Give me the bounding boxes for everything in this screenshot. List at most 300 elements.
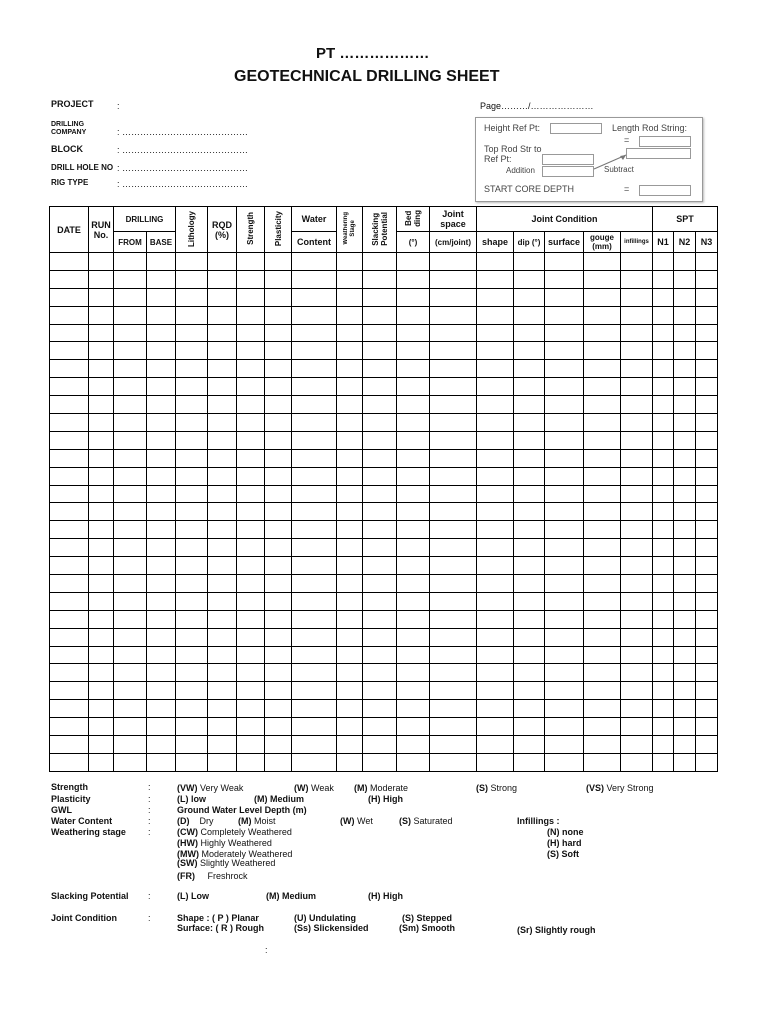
- table-cell[interactable]: [208, 360, 237, 378]
- table-cell[interactable]: [176, 449, 208, 467]
- table-cell[interactable]: [363, 700, 397, 718]
- table-cell[interactable]: [545, 431, 584, 449]
- table-cell[interactable]: [265, 592, 292, 610]
- table-cell[interactable]: [674, 610, 696, 628]
- table-cell[interactable]: [621, 306, 653, 324]
- table-cell[interactable]: [50, 575, 89, 593]
- table-cell[interactable]: [89, 592, 114, 610]
- table-cell[interactable]: [621, 753, 653, 771]
- table-cell[interactable]: [89, 521, 114, 539]
- table-cell[interactable]: [89, 342, 114, 360]
- table-cell[interactable]: [545, 628, 584, 646]
- table-cell[interactable]: [584, 270, 621, 288]
- table-cell[interactable]: [292, 414, 337, 432]
- table-cell[interactable]: [176, 253, 208, 271]
- table-cell[interactable]: [674, 753, 696, 771]
- table-cell[interactable]: [696, 270, 718, 288]
- table-cell[interactable]: [337, 396, 363, 414]
- table-cell[interactable]: [696, 539, 718, 557]
- table-cell[interactable]: [621, 396, 653, 414]
- table-cell[interactable]: [397, 306, 430, 324]
- table-cell[interactable]: [208, 467, 237, 485]
- table-cell[interactable]: [50, 288, 89, 306]
- table-cell[interactable]: [653, 467, 674, 485]
- table-cell[interactable]: [477, 467, 514, 485]
- table-cell[interactable]: [397, 378, 430, 396]
- table-cell[interactable]: [114, 753, 147, 771]
- table-cell[interactable]: [430, 467, 477, 485]
- table-cell[interactable]: [337, 610, 363, 628]
- table-cell[interactable]: [696, 575, 718, 593]
- table-cell[interactable]: [265, 449, 292, 467]
- table-cell[interactable]: [89, 700, 114, 718]
- table-cell[interactable]: [89, 628, 114, 646]
- table-cell[interactable]: [621, 324, 653, 342]
- table-cell[interactable]: [397, 288, 430, 306]
- table-cell[interactable]: [237, 414, 265, 432]
- table-cell[interactable]: [514, 449, 545, 467]
- table-cell[interactable]: [430, 664, 477, 682]
- table-cell[interactable]: [696, 288, 718, 306]
- table-cell[interactable]: [50, 485, 89, 503]
- table-cell[interactable]: [147, 557, 176, 575]
- table-cell[interactable]: [514, 700, 545, 718]
- table-cell[interactable]: [514, 682, 545, 700]
- table-cell[interactable]: [653, 270, 674, 288]
- table-cell[interactable]: [514, 539, 545, 557]
- table-cell[interactable]: [208, 414, 237, 432]
- table-cell[interactable]: [337, 664, 363, 682]
- table-cell[interactable]: [477, 575, 514, 593]
- table-cell[interactable]: [147, 288, 176, 306]
- table-cell[interactable]: [147, 342, 176, 360]
- table-cell[interactable]: [147, 628, 176, 646]
- table-cell[interactable]: [208, 449, 237, 467]
- table-cell[interactable]: [545, 736, 584, 754]
- table-cell[interactable]: [337, 557, 363, 575]
- table-cell[interactable]: [696, 396, 718, 414]
- table-cell[interactable]: [176, 664, 208, 682]
- table-cell[interactable]: [653, 700, 674, 718]
- table-cell[interactable]: [477, 449, 514, 467]
- table-cell[interactable]: [114, 682, 147, 700]
- table-cell[interactable]: [696, 342, 718, 360]
- table-cell[interactable]: [363, 592, 397, 610]
- table-cell[interactable]: [176, 718, 208, 736]
- table-cell[interactable]: [674, 718, 696, 736]
- table-cell[interactable]: [621, 682, 653, 700]
- table-cell[interactable]: [89, 270, 114, 288]
- table-cell[interactable]: [584, 753, 621, 771]
- table-cell[interactable]: [430, 288, 477, 306]
- table-cell[interactable]: [114, 342, 147, 360]
- table-cell[interactable]: [621, 610, 653, 628]
- table-cell[interactable]: [292, 718, 337, 736]
- table-cell[interactable]: [430, 324, 477, 342]
- table-cell[interactable]: [545, 718, 584, 736]
- table-cell[interactable]: [397, 539, 430, 557]
- table-cell[interactable]: [621, 270, 653, 288]
- table-cell[interactable]: [176, 628, 208, 646]
- table-cell[interactable]: [176, 503, 208, 521]
- table-cell[interactable]: [674, 485, 696, 503]
- table-cell[interactable]: [397, 718, 430, 736]
- table-cell[interactable]: [237, 753, 265, 771]
- table-cell[interactable]: [653, 288, 674, 306]
- table-cell[interactable]: [363, 324, 397, 342]
- table-cell[interactable]: [621, 431, 653, 449]
- table-cell[interactable]: [653, 324, 674, 342]
- table-cell[interactable]: [397, 575, 430, 593]
- table-cell[interactable]: [50, 718, 89, 736]
- table-cell[interactable]: [430, 682, 477, 700]
- table-cell[interactable]: [514, 628, 545, 646]
- table-cell[interactable]: [176, 592, 208, 610]
- table-cell[interactable]: [114, 592, 147, 610]
- table-cell[interactable]: [514, 431, 545, 449]
- table-cell[interactable]: [265, 700, 292, 718]
- table-cell[interactable]: [237, 575, 265, 593]
- table-cell[interactable]: [653, 753, 674, 771]
- table-cell[interactable]: [208, 306, 237, 324]
- table-cell[interactable]: [292, 539, 337, 557]
- table-cell[interactable]: [363, 378, 397, 396]
- table-cell[interactable]: [430, 270, 477, 288]
- table-cell[interactable]: [545, 324, 584, 342]
- table-cell[interactable]: [477, 342, 514, 360]
- table-cell[interactable]: [397, 503, 430, 521]
- table-cell[interactable]: [147, 324, 176, 342]
- rig-type-field[interactable]: : ……………………………………: [117, 179, 249, 189]
- table-cell[interactable]: [674, 270, 696, 288]
- table-cell[interactable]: [363, 431, 397, 449]
- table-cell[interactable]: [337, 503, 363, 521]
- table-cell[interactable]: [584, 557, 621, 575]
- table-cell[interactable]: [621, 467, 653, 485]
- table-cell[interactable]: [176, 306, 208, 324]
- table-cell[interactable]: [208, 753, 237, 771]
- table-cell[interactable]: [621, 700, 653, 718]
- table-cell[interactable]: [147, 378, 176, 396]
- table-cell[interactable]: [621, 539, 653, 557]
- table-cell[interactable]: [50, 306, 89, 324]
- table-cell[interactable]: [674, 646, 696, 664]
- table-cell[interactable]: [265, 646, 292, 664]
- table-cell[interactable]: [337, 575, 363, 593]
- table-cell[interactable]: [89, 646, 114, 664]
- table-cell[interactable]: [653, 485, 674, 503]
- table-cell[interactable]: [265, 360, 292, 378]
- table-cell[interactable]: [477, 378, 514, 396]
- table-cell[interactable]: [584, 288, 621, 306]
- table-cell[interactable]: [674, 521, 696, 539]
- table-cell[interactable]: [514, 378, 545, 396]
- table-cell[interactable]: [114, 431, 147, 449]
- table-cell[interactable]: [514, 342, 545, 360]
- table-cell[interactable]: [674, 503, 696, 521]
- table-cell[interactable]: [653, 664, 674, 682]
- table-cell[interactable]: [363, 306, 397, 324]
- table-cell[interactable]: [477, 539, 514, 557]
- table-cell[interactable]: [50, 521, 89, 539]
- table-cell[interactable]: [363, 682, 397, 700]
- table-cell[interactable]: [292, 270, 337, 288]
- table-cell[interactable]: [208, 557, 237, 575]
- table-cell[interactable]: [265, 270, 292, 288]
- table-cell[interactable]: [292, 682, 337, 700]
- table-cell[interactable]: [696, 378, 718, 396]
- table-cell[interactable]: [147, 664, 176, 682]
- table-cell[interactable]: [477, 753, 514, 771]
- table-cell[interactable]: [114, 449, 147, 467]
- table-cell[interactable]: [337, 342, 363, 360]
- table-cell[interactable]: [363, 485, 397, 503]
- table-cell[interactable]: [176, 288, 208, 306]
- table-cell[interactable]: [176, 736, 208, 754]
- table-cell[interactable]: [430, 610, 477, 628]
- table-cell[interactable]: [430, 253, 477, 271]
- table-cell[interactable]: [337, 324, 363, 342]
- drill-hole-field[interactable]: : ……………………………………: [117, 163, 249, 173]
- table-cell[interactable]: [50, 449, 89, 467]
- table-cell[interactable]: [674, 682, 696, 700]
- table-cell[interactable]: [363, 664, 397, 682]
- table-cell[interactable]: [176, 360, 208, 378]
- table-cell[interactable]: [114, 324, 147, 342]
- table-cell[interactable]: [292, 664, 337, 682]
- top-rod-str-input[interactable]: [542, 154, 594, 165]
- table-cell[interactable]: [176, 431, 208, 449]
- table-cell[interactable]: [237, 682, 265, 700]
- table-cell[interactable]: [50, 646, 89, 664]
- table-cell[interactable]: [397, 485, 430, 503]
- table-cell[interactable]: [337, 360, 363, 378]
- table-cell[interactable]: [477, 557, 514, 575]
- table-cell[interactable]: [265, 396, 292, 414]
- table-cell[interactable]: [545, 700, 584, 718]
- table-cell[interactable]: [265, 557, 292, 575]
- table-cell[interactable]: [337, 467, 363, 485]
- table-cell[interactable]: [653, 736, 674, 754]
- table-cell[interactable]: [545, 610, 584, 628]
- table-cell[interactable]: [50, 628, 89, 646]
- table-cell[interactable]: [208, 431, 237, 449]
- table-cell[interactable]: [237, 646, 265, 664]
- table-cell[interactable]: [696, 485, 718, 503]
- table-cell[interactable]: [265, 306, 292, 324]
- table-cell[interactable]: [674, 396, 696, 414]
- table-cell[interactable]: [292, 485, 337, 503]
- table-cell[interactable]: [584, 628, 621, 646]
- table-cell[interactable]: [514, 718, 545, 736]
- table-cell[interactable]: [50, 396, 89, 414]
- table-cell[interactable]: [292, 521, 337, 539]
- table-cell[interactable]: [114, 646, 147, 664]
- table-cell[interactable]: [584, 306, 621, 324]
- table-cell[interactable]: [237, 467, 265, 485]
- table-cell[interactable]: [674, 378, 696, 396]
- table-cell[interactable]: [50, 557, 89, 575]
- table-cell[interactable]: [430, 539, 477, 557]
- table-cell[interactable]: [363, 610, 397, 628]
- table-cell[interactable]: [430, 592, 477, 610]
- table-cell[interactable]: [114, 718, 147, 736]
- table-cell[interactable]: [397, 646, 430, 664]
- table-cell[interactable]: [397, 467, 430, 485]
- table-cell[interactable]: [584, 610, 621, 628]
- table-cell[interactable]: [208, 378, 237, 396]
- table-cell[interactable]: [337, 700, 363, 718]
- table-cell[interactable]: [545, 557, 584, 575]
- table-cell[interactable]: [545, 253, 584, 271]
- table-cell[interactable]: [237, 592, 265, 610]
- table-cell[interactable]: [397, 682, 430, 700]
- table-cell[interactable]: [176, 575, 208, 593]
- table-cell[interactable]: [584, 342, 621, 360]
- table-cell[interactable]: [292, 360, 337, 378]
- table-cell[interactable]: [363, 253, 397, 271]
- table-cell[interactable]: [265, 610, 292, 628]
- table-cell[interactable]: [477, 700, 514, 718]
- table-cell[interactable]: [674, 467, 696, 485]
- table-cell[interactable]: [237, 342, 265, 360]
- table-cell[interactable]: [397, 592, 430, 610]
- table-cell[interactable]: [696, 467, 718, 485]
- table-cell[interactable]: [337, 414, 363, 432]
- table-cell[interactable]: [265, 753, 292, 771]
- table-cell[interactable]: [89, 306, 114, 324]
- table-cell[interactable]: [292, 575, 337, 593]
- table-cell[interactable]: [237, 610, 265, 628]
- table-cell[interactable]: [621, 360, 653, 378]
- table-cell[interactable]: [674, 592, 696, 610]
- table-cell[interactable]: [674, 360, 696, 378]
- table-cell[interactable]: [265, 736, 292, 754]
- table-cell[interactable]: [545, 575, 584, 593]
- table-cell[interactable]: [363, 396, 397, 414]
- table-cell[interactable]: [653, 449, 674, 467]
- table-cell[interactable]: [147, 592, 176, 610]
- table-cell[interactable]: [397, 610, 430, 628]
- table-cell[interactable]: [696, 753, 718, 771]
- table-cell[interactable]: [653, 360, 674, 378]
- table-cell[interactable]: [292, 396, 337, 414]
- table-cell[interactable]: [653, 378, 674, 396]
- table-cell[interactable]: [545, 270, 584, 288]
- table-cell[interactable]: [430, 700, 477, 718]
- table-cell[interactable]: [397, 664, 430, 682]
- table-cell[interactable]: [397, 736, 430, 754]
- table-cell[interactable]: [147, 253, 176, 271]
- table-cell[interactable]: [430, 646, 477, 664]
- table-cell[interactable]: [176, 753, 208, 771]
- table-cell[interactable]: [653, 539, 674, 557]
- table-cell[interactable]: [584, 414, 621, 432]
- table-cell[interactable]: [514, 396, 545, 414]
- table-cell[interactable]: [584, 378, 621, 396]
- table-cell[interactable]: [696, 718, 718, 736]
- table-cell[interactable]: [545, 306, 584, 324]
- table-cell[interactable]: [114, 664, 147, 682]
- table-cell[interactable]: [584, 449, 621, 467]
- table-cell[interactable]: [114, 521, 147, 539]
- table-cell[interactable]: [176, 270, 208, 288]
- table-cell[interactable]: [696, 592, 718, 610]
- table-cell[interactable]: [514, 521, 545, 539]
- table-cell[interactable]: [208, 736, 237, 754]
- table-cell[interactable]: [363, 628, 397, 646]
- table-cell[interactable]: [514, 646, 545, 664]
- table-cell[interactable]: [337, 449, 363, 467]
- table-cell[interactable]: [292, 431, 337, 449]
- table-cell[interactable]: [363, 503, 397, 521]
- table-cell[interactable]: [514, 306, 545, 324]
- table-cell[interactable]: [477, 253, 514, 271]
- table-cell[interactable]: [584, 718, 621, 736]
- table-cell[interactable]: [430, 753, 477, 771]
- table-cell[interactable]: [477, 503, 514, 521]
- table-cell[interactable]: [265, 253, 292, 271]
- table-cell[interactable]: [514, 288, 545, 306]
- table-cell[interactable]: [89, 539, 114, 557]
- table-cell[interactable]: [674, 700, 696, 718]
- table-cell[interactable]: [696, 431, 718, 449]
- table-cell[interactable]: [208, 646, 237, 664]
- table-cell[interactable]: [674, 342, 696, 360]
- table-cell[interactable]: [265, 575, 292, 593]
- table-cell[interactable]: [477, 270, 514, 288]
- table-cell[interactable]: [545, 288, 584, 306]
- table-cell[interactable]: [176, 467, 208, 485]
- table-cell[interactable]: [208, 288, 237, 306]
- table-cell[interactable]: [176, 414, 208, 432]
- table-cell[interactable]: [237, 736, 265, 754]
- table-cell[interactable]: [674, 628, 696, 646]
- table-cell[interactable]: [176, 396, 208, 414]
- table-cell[interactable]: [514, 270, 545, 288]
- table-cell[interactable]: [653, 521, 674, 539]
- table-cell[interactable]: [674, 324, 696, 342]
- table-cell[interactable]: [176, 700, 208, 718]
- table-cell[interactable]: [265, 467, 292, 485]
- table-cell[interactable]: [265, 628, 292, 646]
- table-cell[interactable]: [337, 431, 363, 449]
- table-cell[interactable]: [147, 431, 176, 449]
- table-cell[interactable]: [337, 736, 363, 754]
- table-cell[interactable]: [514, 592, 545, 610]
- table-cell[interactable]: [514, 253, 545, 271]
- table-cell[interactable]: [696, 324, 718, 342]
- table-cell[interactable]: [237, 253, 265, 271]
- table-cell[interactable]: [147, 682, 176, 700]
- table-cell[interactable]: [337, 539, 363, 557]
- table-cell[interactable]: [89, 575, 114, 593]
- table-cell[interactable]: [292, 700, 337, 718]
- table-cell[interactable]: [208, 396, 237, 414]
- table-cell[interactable]: [208, 682, 237, 700]
- table-cell[interactable]: [265, 664, 292, 682]
- table-cell[interactable]: [477, 664, 514, 682]
- table-cell[interactable]: [114, 378, 147, 396]
- table-cell[interactable]: [147, 449, 176, 467]
- table-cell[interactable]: [337, 288, 363, 306]
- table-cell[interactable]: [430, 485, 477, 503]
- table-cell[interactable]: [89, 324, 114, 342]
- table-cell[interactable]: [176, 682, 208, 700]
- table-cell[interactable]: [584, 396, 621, 414]
- table-cell[interactable]: [208, 324, 237, 342]
- table-cell[interactable]: [363, 467, 397, 485]
